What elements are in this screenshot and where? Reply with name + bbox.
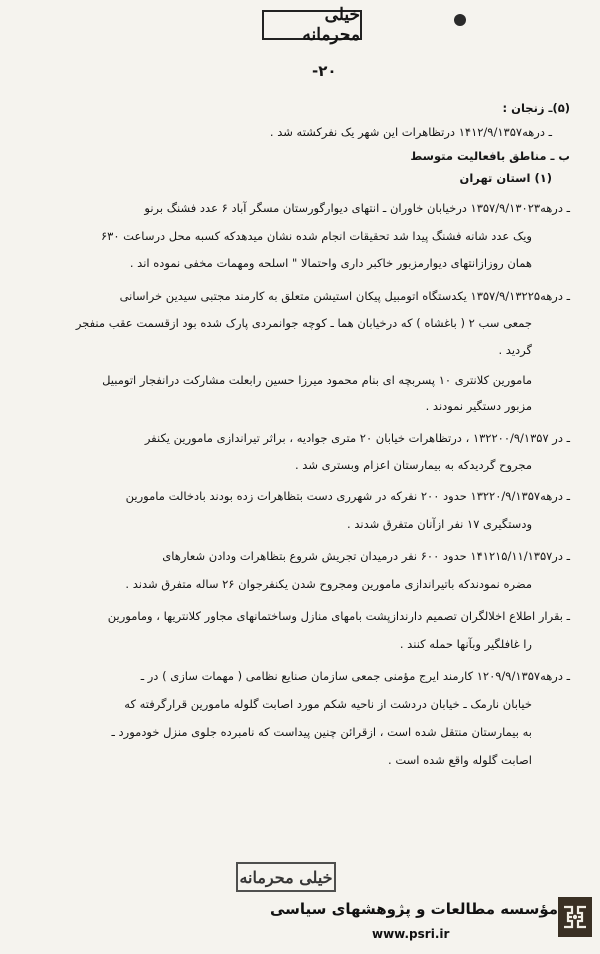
institute-logo-icon (558, 897, 592, 937)
text-line: ـ در۱۴۱۲۱۵/۱۱/۱۳۵۷ حدود ۶۰۰ نفر درمیدان تجریش شروع بتظاهرات ودادن شعارهای (162, 549, 570, 563)
text-line: خیابان نارمک ـ خیابان دردشت از ناحیه شکم مورد اصابت گلوله مامورین قرارگرفته که (124, 697, 532, 711)
section-heading-moderate: ب ـ مناطق بافعالیت متوسط (410, 149, 570, 163)
text-line: ـ در ۱۳۲۲۰۰/۹/۱۳۵۷ ، درتظاهرات خیابان ۲۰ متری جوادیه ، براثر تیراندازی مامورین یکنفر (144, 431, 570, 445)
text-line: مضره نمودندکه باتیراندازی مامورین ومجروح شدن یکنفرجوان ۲۶ ساله متفرق شدند . (125, 577, 532, 591)
text-line: ـ درهه۱۳۵۷/۹/۱۳۰۲۳ درخیابان خاوران ـ انتهای دیوارگورستان مسگر آباد ۶ عدد فشنگ برنو (144, 201, 570, 215)
text-line: ویک عدد شانه فشنگ پیدا شد تحقیقات انجام شده نشان میدهدکه کسبه محل درساعت ۶۳۰ (100, 229, 532, 243)
text-line: اصابت گلوله واقع شده است . (388, 753, 532, 767)
section-heading-zanjan: (۵)ـ زنجان : (502, 101, 570, 115)
text-line: ـ درهه۱۲۰۹/۹/۱۳۵۷ کارمند ایرج مؤمنی جمعی سازمان صنایع نظامی ( مهمات سازی ) در ـ (140, 669, 570, 683)
text-line: را غافلگیر وبآنها حمله کنند . (399, 637, 532, 651)
text-line: ـ درهه۱۴۱۲/۹/۱۳۵۷ درتظاهرات این شهر یک نفرکشته شد . (269, 125, 552, 139)
text-line: جمعی سب ۲ ( باغشاه ) که درخیابان هما ـ کوچه جوانمردی پارک شده بود ازقسمت عقب منفجر (75, 316, 532, 330)
classification-stamp-bottom: خیلی محرمانه (236, 862, 336, 892)
classification-stamp-top: خیلی محرمانه (262, 10, 362, 40)
text-line: ـ درهه۱۳۲۲۰/۹/۱۳۵۷ حدود ۲۰۰ نفرکه در شهرری دست بتظاهرات زده بودند بادخالت مامورین (125, 489, 570, 503)
text-line: ودستگیری ۱۷ نفر ازآنان متفرق شدند . (347, 517, 532, 531)
text-line: مجروح گردیدکه به بیمارستان اعزام وبستری شد . (295, 458, 532, 472)
text-line: مزبور دستگیر نمودند . (425, 399, 532, 413)
page-number: -۲۰ (312, 62, 337, 80)
section-heading-tehran: (۱) استان تهران (459, 171, 552, 185)
watermark-url: www.psri.ir (372, 927, 450, 941)
text-line: به بیمارستان منتقل شده است ، ازقرائن چنین پیداست که نامبرده جلوی منزل خودمورد ـ (111, 725, 532, 739)
text-line: ـ بقرار اطلاع اخلالگران تصمیم دارندازپشت بامهای منازل وساختمانهای مجاور کلانتریها ، ومامورین (107, 609, 570, 623)
watermark-org-name: مؤسسه مطالعات و پژوهشهای سیاسی (270, 900, 559, 918)
text-line: مامورین کلانتری ۱۰ پسربچه ای بنام محمود میرزا حسین رابعلت مشارکت درانفجار اتومبیل (102, 373, 532, 387)
punch-hole (454, 14, 466, 26)
text-line: گردید . (498, 343, 532, 357)
text-line: ـ درهه۱۳۵۷/۹/۱۳۲۲۵ یکدستگاه اتومبیل پیکان استیشن متعلق به کارمند مجتبی سیدین خراسانی (119, 289, 570, 303)
text-line: همان روزازانتهای دیوارمزبور خاکبر داری واحتمالا " اسلحه ومهمات مخفی نموده اند . (129, 256, 532, 270)
